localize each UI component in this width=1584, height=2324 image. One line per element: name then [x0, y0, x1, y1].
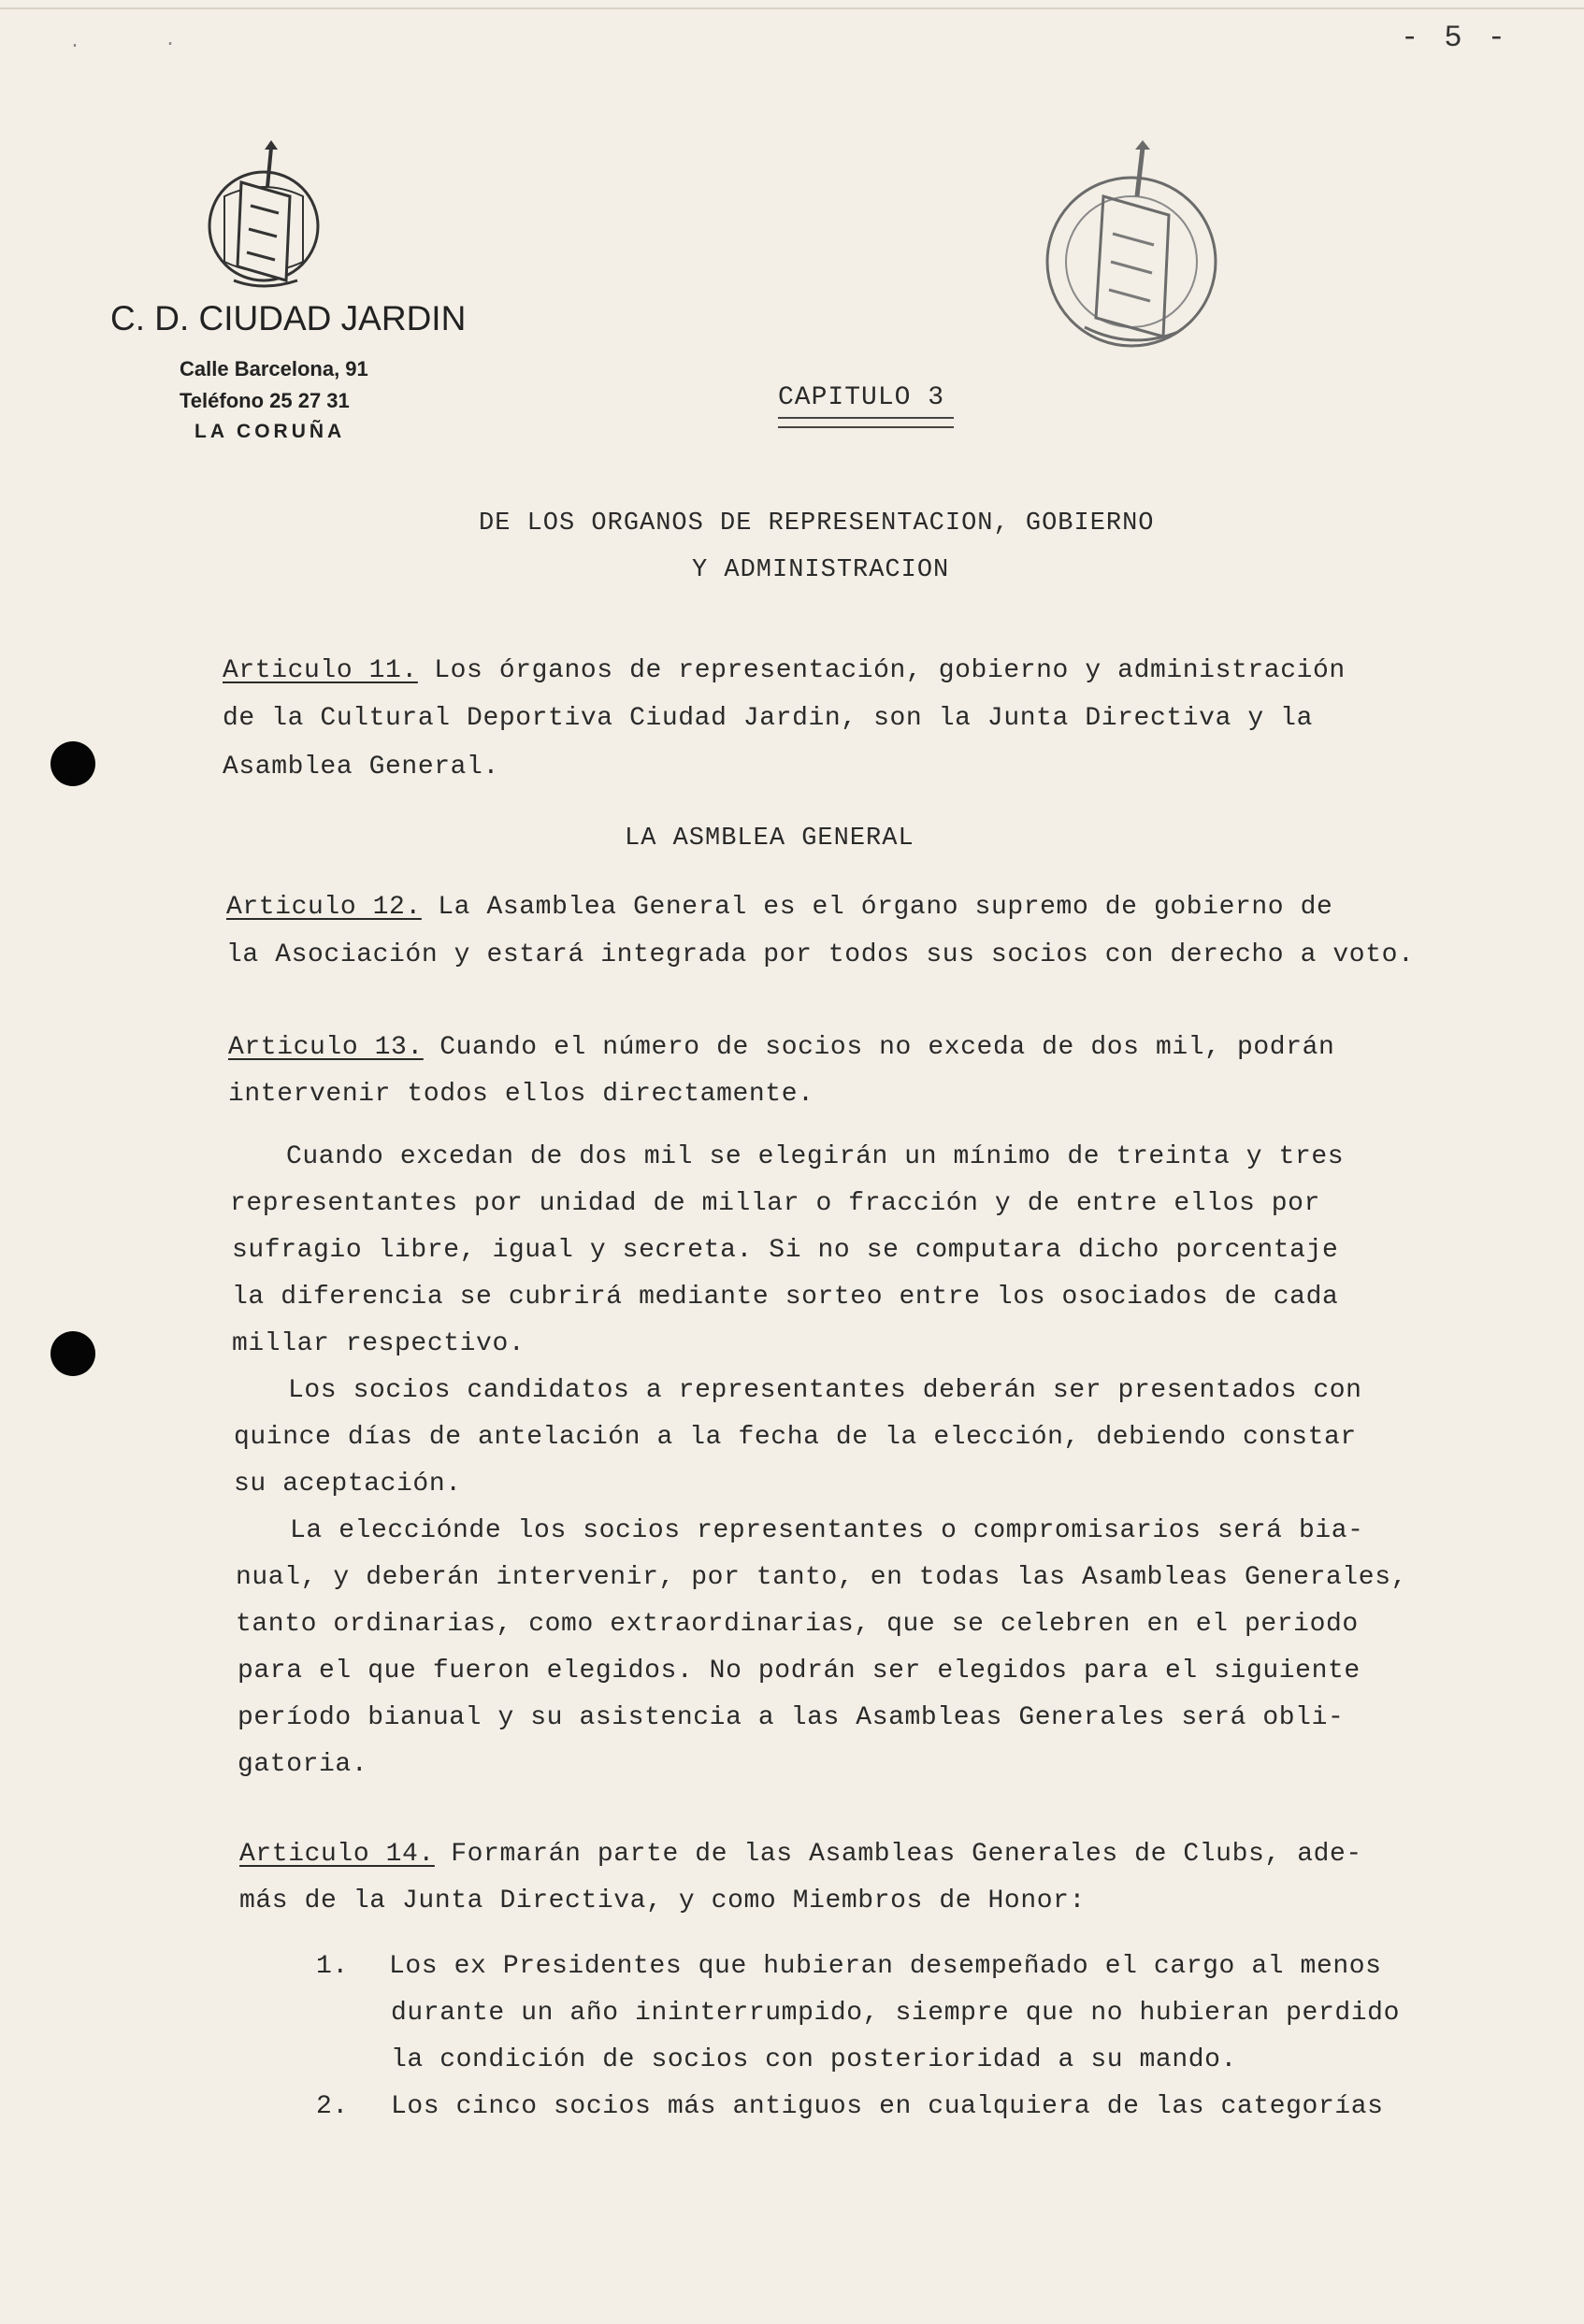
paragraph-line: para el que fueron elegidos. No podrán ser elegidos para el siguiente: [238, 1657, 1361, 1686]
section-heading: LA ASMBLEA GENERAL: [625, 825, 914, 853]
speck-mark: ·: [69, 36, 81, 57]
paragraph-line: quince días de antelación a la fecha de la elección, debiendo constar: [234, 1423, 1357, 1452]
article-label: Articulo 13.: [228, 1033, 424, 1062]
paragraph-line: sufragio libre, igual y secreta. Si no se computara dicho porcentaje: [232, 1236, 1339, 1265]
club-name: C. D. CIUDAD JARDIN: [110, 299, 467, 337]
article-14-line-2: más de la Junta Directiva, y como Miembros de Honor:: [239, 1886, 1086, 1915]
list-item-number: 2.: [316, 2092, 349, 2121]
chapter-heading-line-1: DE LOS ORGANOS DE REPRESENTACION, GOBIERNO: [479, 509, 1155, 538]
club-street: Calle Barcelona, 91: [180, 357, 368, 380]
paragraph-line: millar respectivo.: [232, 1329, 526, 1358]
article-text: Los órganos de representación, gobierno y administración: [434, 656, 1346, 685]
list-item-number: 1.: [316, 1952, 349, 1981]
article-12: [226, 893, 1332, 922]
paragraph-line: representantes por unidad de millar o fracción y de entre ellos por: [230, 1189, 1320, 1218]
list-item-line: Los cinco socios más antiguos en cualquiera de las categorías: [391, 2092, 1384, 2121]
article-label: Articulo 12.: [226, 893, 422, 922]
article-11-line-3: Asamblea General.: [223, 753, 499, 782]
article-label: Articulo 11.: [223, 656, 418, 685]
article-text: Formarán parte de las Asambleas Generales de Clubs, ade-: [451, 1840, 1362, 1869]
paragraph-line: gatoria.: [238, 1750, 368, 1779]
chapter-title: CAPITULO 3: [778, 383, 945, 412]
top-edge-rule: [0, 7, 1584, 9]
article-13-line-2: intervenir todos ellos directamente.: [228, 1080, 814, 1109]
paragraph-line: la diferencia se cubrirá mediante sorteo entre los osociados de cada: [232, 1283, 1339, 1312]
paragraph-line: período bianual y su asistencia a las Asambleas Generales será obli-: [238, 1703, 1345, 1732]
article-13: [228, 1033, 1334, 1062]
paragraph-line: tanto ordinarias, como extraordinarias, que se celebren en el periodo: [236, 1610, 1359, 1639]
article-label: Articulo 14.: [239, 1840, 435, 1869]
page-number: - 5 -: [1400, 21, 1509, 55]
paragraph-line: Los socios candidatos a representantes deberán ser presentados con: [288, 1376, 1362, 1405]
paragraph-line: Cuando excedan de dos mil se elegirán un mínimo de treinta y tres: [286, 1142, 1345, 1171]
list-item-line: la condición de socios con posterioridad a su mando.: [391, 2045, 1237, 2074]
punch-hole: [50, 1331, 95, 1376]
paragraph-line: su aceptación.: [234, 1470, 462, 1499]
club-phone: Teléfono 25 27 31: [180, 389, 350, 412]
speck-mark: ·: [165, 34, 177, 55]
article-11-line-2: de la Cultural Deportiva Ciudad Jardin, son la Junta Directiva y la: [223, 704, 1313, 733]
list-item-line: Los ex Presidentes que hubieran desempeñado el cargo al menos: [389, 1952, 1382, 1981]
letterhead: [110, 299, 466, 443]
paragraph-line: nual, y deberán intervenir, por tanto, en todas las Asambleas Generales,: [236, 1563, 1407, 1592]
article-14: [239, 1840, 1362, 1869]
club-city: LA CORUÑA: [194, 421, 346, 442]
club-stamp-icon: [1038, 140, 1234, 365]
paragraph-line: La eleccióndе los socios representantes o compromisarios será bia-: [290, 1516, 1364, 1545]
chapter-double-underline: [778, 417, 954, 428]
club-emblem-icon: [196, 140, 337, 299]
article-11: [223, 656, 1346, 685]
article-text: Cuando el número de socios no exceda de dos mil, podrán: [439, 1033, 1335, 1062]
chapter-heading-line-2: Y ADMINISTRACION: [692, 556, 950, 584]
punch-hole: [50, 741, 95, 786]
list-item-line: durante un año ininterrumpido, siempre que no hubieran perdido: [391, 1999, 1400, 2028]
article-12-line-2: la Asociación y estará integrada por todos sus socios con derecho a voto.: [226, 940, 1415, 969]
article-text: La Asamblea General es el órgano supremo de gobierno de: [438, 893, 1333, 922]
